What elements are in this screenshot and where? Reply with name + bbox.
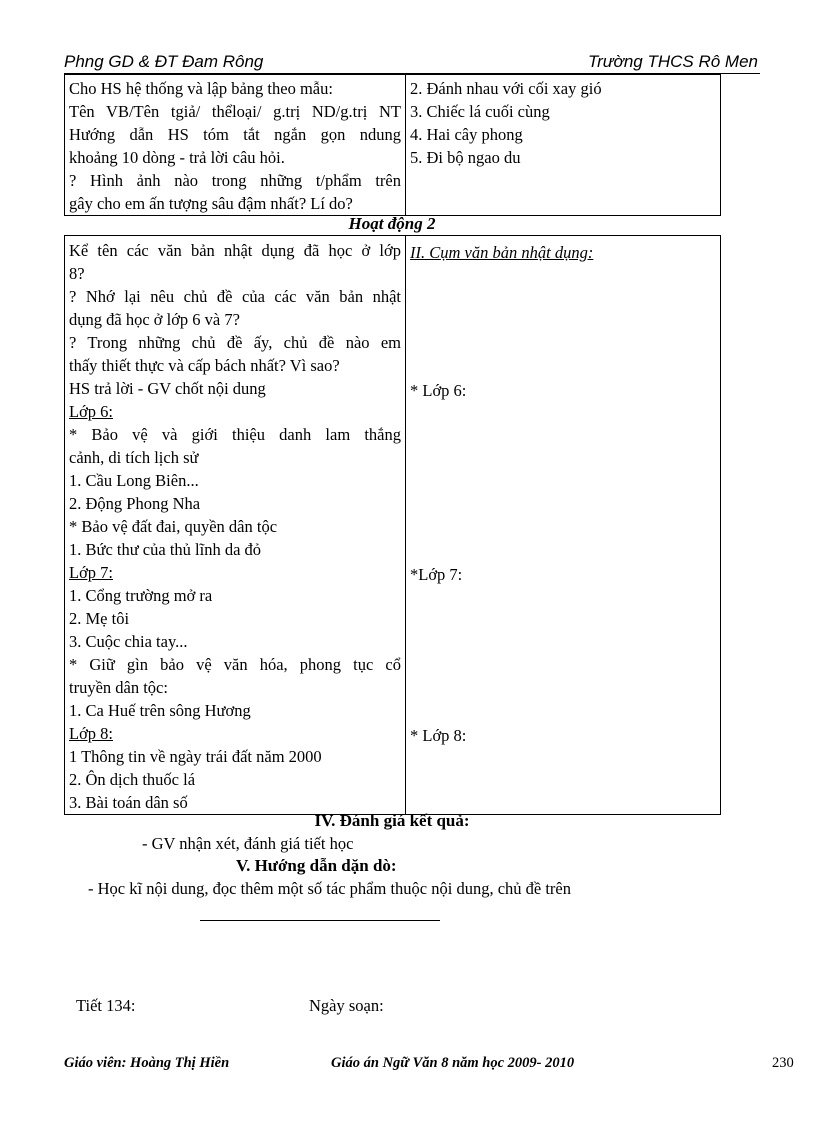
right-grade-8: * Lớp 8: bbox=[410, 726, 467, 745]
daily-texts-right-cell bbox=[406, 236, 721, 815]
table1-left-line: Tên VB/Tên tgiả/ thểloại/ g.trị ND/g.trị NT bbox=[69, 102, 401, 121]
table2-left-line: 2. Động Phong Nha bbox=[69, 494, 201, 513]
review-table-left-cell bbox=[65, 75, 406, 216]
table2-left-line: 1. Ca Huế trên sông Hương bbox=[69, 701, 251, 720]
table2-left-line: 8? bbox=[69, 264, 85, 283]
table2-left-line: 1. Cổng trường mở ra bbox=[69, 586, 213, 605]
table2-left-line: 1 Thông tin về ngày trái đất năm 2000 bbox=[69, 747, 322, 766]
table1-right-line: 5. Đi bộ ngao du bbox=[410, 148, 521, 167]
table2-left-line: Kể tên các văn bản nhật dụng đã học ở lớp bbox=[69, 241, 401, 260]
daily-texts-table bbox=[64, 235, 721, 815]
header-school-office: Phng GD & ĐT Đam Rông bbox=[64, 52, 264, 71]
table2-left-line: 2. Ôn dịch thuốc lá bbox=[69, 770, 196, 789]
table2-left-line: * Bảo vệ đất đai, quyền dân tộc bbox=[69, 517, 278, 536]
table2-left-line: HS trả lời - GV chốt nội dung bbox=[69, 379, 266, 398]
table2-left-line: 1. Cầu Long Biên... bbox=[69, 471, 199, 490]
lesson-number: Tiết 134: bbox=[76, 996, 136, 1015]
table1-left-line: ? Hình ảnh nào trong những t/phẩm trên bbox=[69, 171, 401, 190]
page-number: 230 bbox=[772, 1055, 794, 1071]
prep-date-label: Ngày soạn: bbox=[309, 996, 384, 1015]
table2-left-line: * Bảo vệ và giới thiệu danh lam thắng bbox=[69, 425, 401, 444]
table1-left-line: Cho HS hệ thống và lập bảng theo mẫu: bbox=[69, 79, 333, 98]
header-school-name: Trường THCS Rô Men bbox=[588, 52, 758, 71]
right-grade-7: *Lớp 7: bbox=[410, 565, 463, 584]
table2-left-line: truyền dân tộc: bbox=[69, 678, 168, 697]
table2-left-line: * Giữ gìn bảo vệ văn hóa, phong tục cổ bbox=[69, 655, 401, 674]
grade-7-heading: Lớp 7: bbox=[69, 563, 114, 582]
grade-8-heading: Lớp 8: bbox=[69, 724, 114, 743]
grade-6-heading: Lớp 6: bbox=[69, 402, 114, 421]
daily-texts-title: II. Cụm văn bản nhật dụng: bbox=[410, 243, 594, 262]
table1-left-line: khoảng 10 dòng - trả lời câu hỏi. bbox=[69, 148, 285, 167]
activity-2-heading: Hoạt động 2 bbox=[348, 214, 436, 233]
daily-texts-left-cell bbox=[65, 236, 406, 815]
right-grade-6: * Lớp 6: bbox=[410, 381, 467, 400]
table1-right-line: 4. Hai cây phong bbox=[410, 125, 523, 144]
footer-lesson-plan: Giáo án Ngữ Văn 8 năm học 2009- 2010 bbox=[331, 1055, 575, 1071]
table2-left-line: cảnh, di tích lịch sử bbox=[69, 448, 199, 467]
table2-left-line: dụng đã học ở lớp 6 và 7? bbox=[69, 310, 240, 329]
table1-right-line: 3. Chiếc lá cuối cùng bbox=[410, 102, 550, 121]
table2-left-line: thấy thiết thực và cấp bách nhất? Vì sao? bbox=[69, 356, 340, 375]
table2-left-line: ? Trong những chủ đề ấy, chủ đề nào em bbox=[69, 333, 401, 352]
review-table-right-cell bbox=[406, 75, 721, 216]
table2-left-line: 3. Cuộc chia tay... bbox=[69, 632, 188, 651]
section-4-title: IV. Đánh giá kết quả: bbox=[314, 811, 470, 830]
end-rule bbox=[200, 920, 440, 921]
table1-left-line: gây cho em ấn tượng sâu đậm nhất? Lí do? bbox=[69, 194, 353, 213]
table1-right-line: 2. Đánh nhau với cối xay gió bbox=[410, 79, 602, 98]
footer-teacher: Giáo viên: Hoàng Thị Hiền bbox=[64, 1055, 230, 1071]
table2-left-line: 1. Bức thư của thủ lĩnh da đỏ bbox=[69, 540, 262, 559]
section-5-title: V. Hướng dẫn dặn dò: bbox=[236, 856, 397, 875]
section-5-text: - Học kĩ nội dung, đọc thêm một số tác phẩm thuộc nội dung, chủ đề trên bbox=[88, 879, 571, 898]
review-table bbox=[64, 74, 721, 216]
table2-left-line: 2. Mẹ tôi bbox=[69, 609, 130, 628]
table2-left-line: 3. Bài toán dân số bbox=[69, 793, 188, 812]
table1-left-line: Hướng dẫn HS tóm tắt ngắn gọn ndung bbox=[69, 125, 401, 144]
section-4-text: - GV nhận xét, đánh giá tiết học bbox=[142, 834, 354, 853]
table2-left-line: ? Nhớ lại nêu chủ đề của các văn bản nhật bbox=[69, 287, 401, 306]
